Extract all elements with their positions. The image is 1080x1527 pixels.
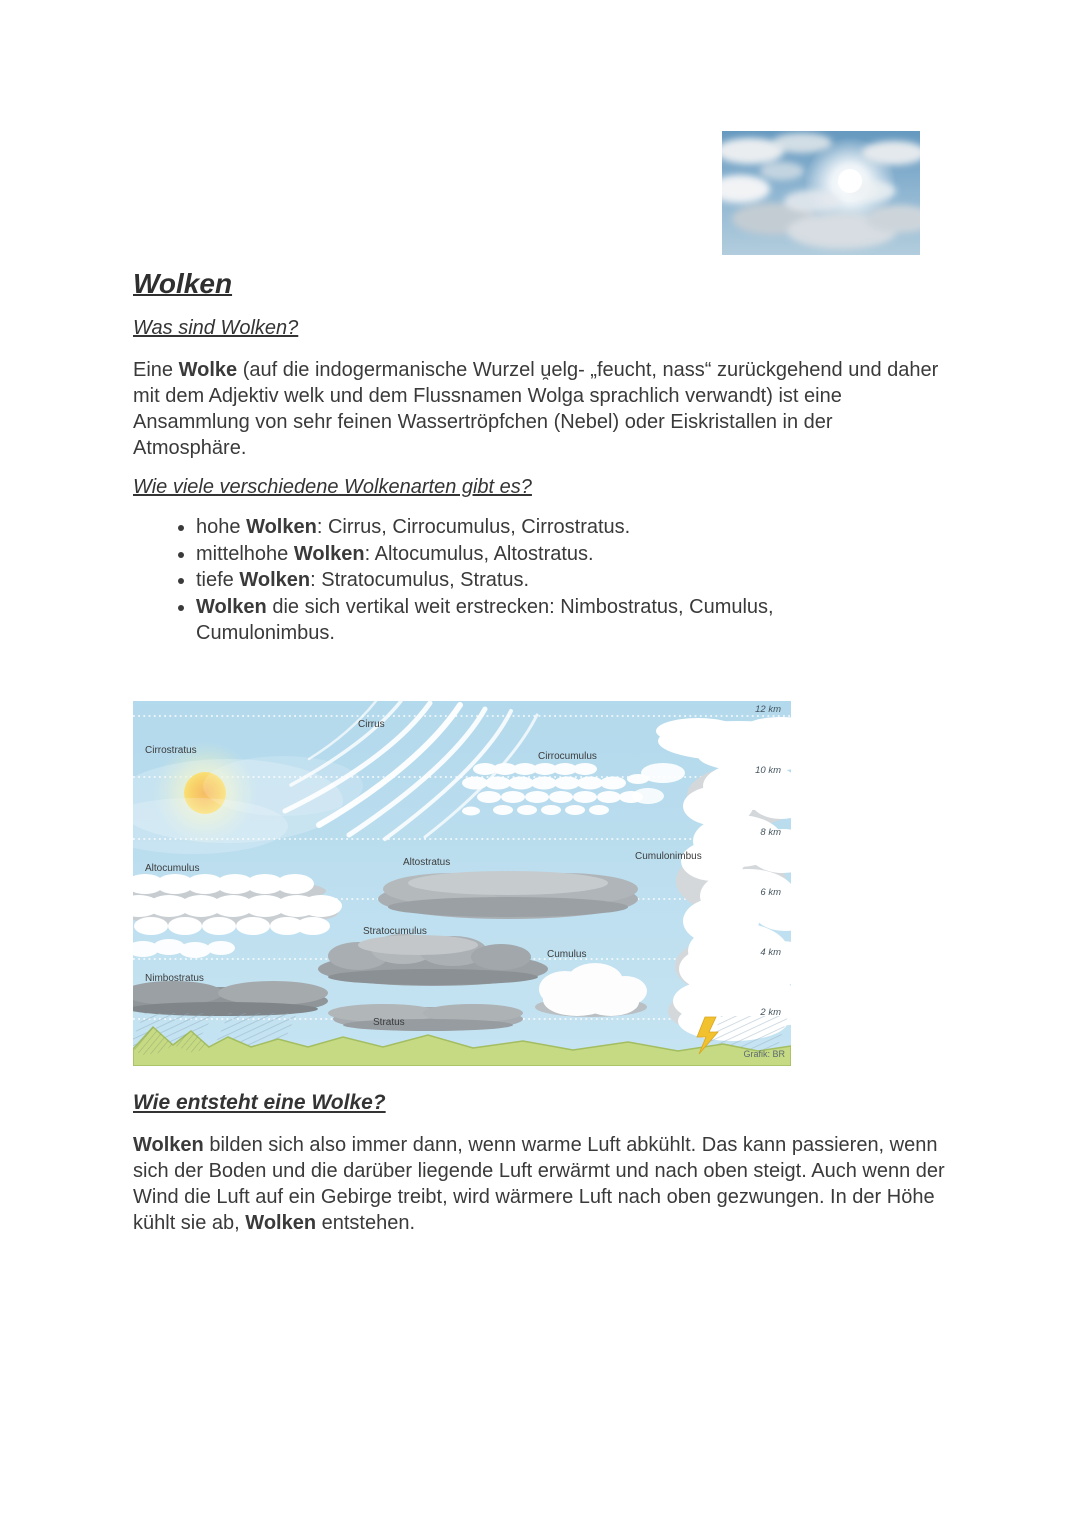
text-run: entstehen. xyxy=(316,1211,416,1234)
list-item-hohe-wolken xyxy=(196,514,826,541)
bold-term: Wolke xyxy=(178,359,238,381)
diagram-credit: Grafik: BR xyxy=(743,1048,785,1059)
text-run: Eine xyxy=(133,359,179,381)
label-altocumulus: Altocumulus xyxy=(145,862,200,874)
text-run: mittelhohe xyxy=(196,542,294,565)
page-title: Wolken xyxy=(133,268,233,299)
altitude-label-10km: 10 km xyxy=(755,764,781,776)
label-stratus: Stratus xyxy=(373,1016,405,1028)
list-item-vertikale-wolken xyxy=(196,594,826,647)
bold-term: Wolken xyxy=(246,516,317,538)
altitude-label-2km: 2 km xyxy=(760,1006,781,1018)
label-cirrostratus: Cirrostratus xyxy=(145,744,197,756)
text-run: : Cirrus, Cirrocumulus, Cirrostratus. xyxy=(316,516,631,538)
cloud-altitude-diagram xyxy=(133,701,791,1066)
text-run: die sich vertikal weit erstrecken: Nimbostratus, Cumulus, Cumulonimbus. xyxy=(196,595,774,644)
altitude-label-12km: 12 km xyxy=(755,703,781,715)
altitude-label-4km: 4 km xyxy=(760,946,781,958)
text-run: (auf die indogermanische Wurzel u̯elg- „feucht, nass“ zurückgehend und daher mit dem Adjektiv welk und dem Flussnamen Wolga sprachlich verwandt) ist eine Ansammlung von sehr feinen Wassertröpfchen (Nebel) oder Eiskristallen in der Atmosphäre. xyxy=(133,359,939,459)
label-nimbostratus: Nimbostratus xyxy=(145,972,204,984)
text-run: tiefe xyxy=(196,569,240,591)
cloud-types-list xyxy=(133,514,947,647)
label-cumulus: Cumulus xyxy=(547,948,587,960)
bold-term: Wolken xyxy=(196,595,267,618)
paragraph-definition xyxy=(133,357,947,461)
label-cumulonimbus: Cumulonimbus xyxy=(635,850,702,862)
label-cirrocumulus: Cirrocumulus xyxy=(538,750,597,762)
altitude-label-6km: 6 km xyxy=(760,886,781,898)
label-altostratus: Altostratus xyxy=(403,856,451,868)
label-stratocumulus: Stratocumulus xyxy=(363,925,427,937)
text-run: bilden sich also immer dann, wenn warme Luft abkühlt. Das kann passieren, wenn sich der Boden und die darüber liegende Luft erwärmt und nach oben steigt. Auch wenn der Wind die Luft auf ein Gebirge treibt, wird wärmere Luft nach oben gezwungen. In der Höhe kühlt sie ab, xyxy=(133,1133,945,1234)
bold-term: Wolken xyxy=(293,542,365,565)
paragraph-formation xyxy=(133,1132,947,1236)
list-item-tiefe-wolken xyxy=(196,567,826,594)
altitude-label-8km: 8 km xyxy=(760,826,781,838)
heading-wolkenarten: Wie viele verschiedene Wolkenarten gibt es? xyxy=(133,476,532,498)
nimbostratus-cloud xyxy=(133,981,328,1016)
altostratus-cloud xyxy=(378,871,638,919)
heading-was-sind-wolken: Was sind Wolken? xyxy=(133,317,299,339)
cloud-diagram-image xyxy=(133,701,791,1066)
list-item-mittelhohe-wolken xyxy=(196,541,826,568)
bold-term: Wolken xyxy=(245,1211,317,1234)
text-run: : Altocumulus, Altostratus. xyxy=(364,542,594,565)
text-run: : Stratocumulus, Stratus. xyxy=(310,569,530,591)
document-content xyxy=(133,0,947,1236)
bold-term: Wolken xyxy=(239,569,311,591)
text-run: hohe xyxy=(196,516,247,538)
bold-term: Wolken xyxy=(133,1133,204,1156)
label-cirrus: Cirrus xyxy=(358,718,385,730)
heading-wolkenentstehung: Wie entsteht eine Wolke? xyxy=(133,1090,386,1114)
altocumulus-cloud xyxy=(133,874,342,935)
stratus-cloud xyxy=(328,1004,523,1031)
